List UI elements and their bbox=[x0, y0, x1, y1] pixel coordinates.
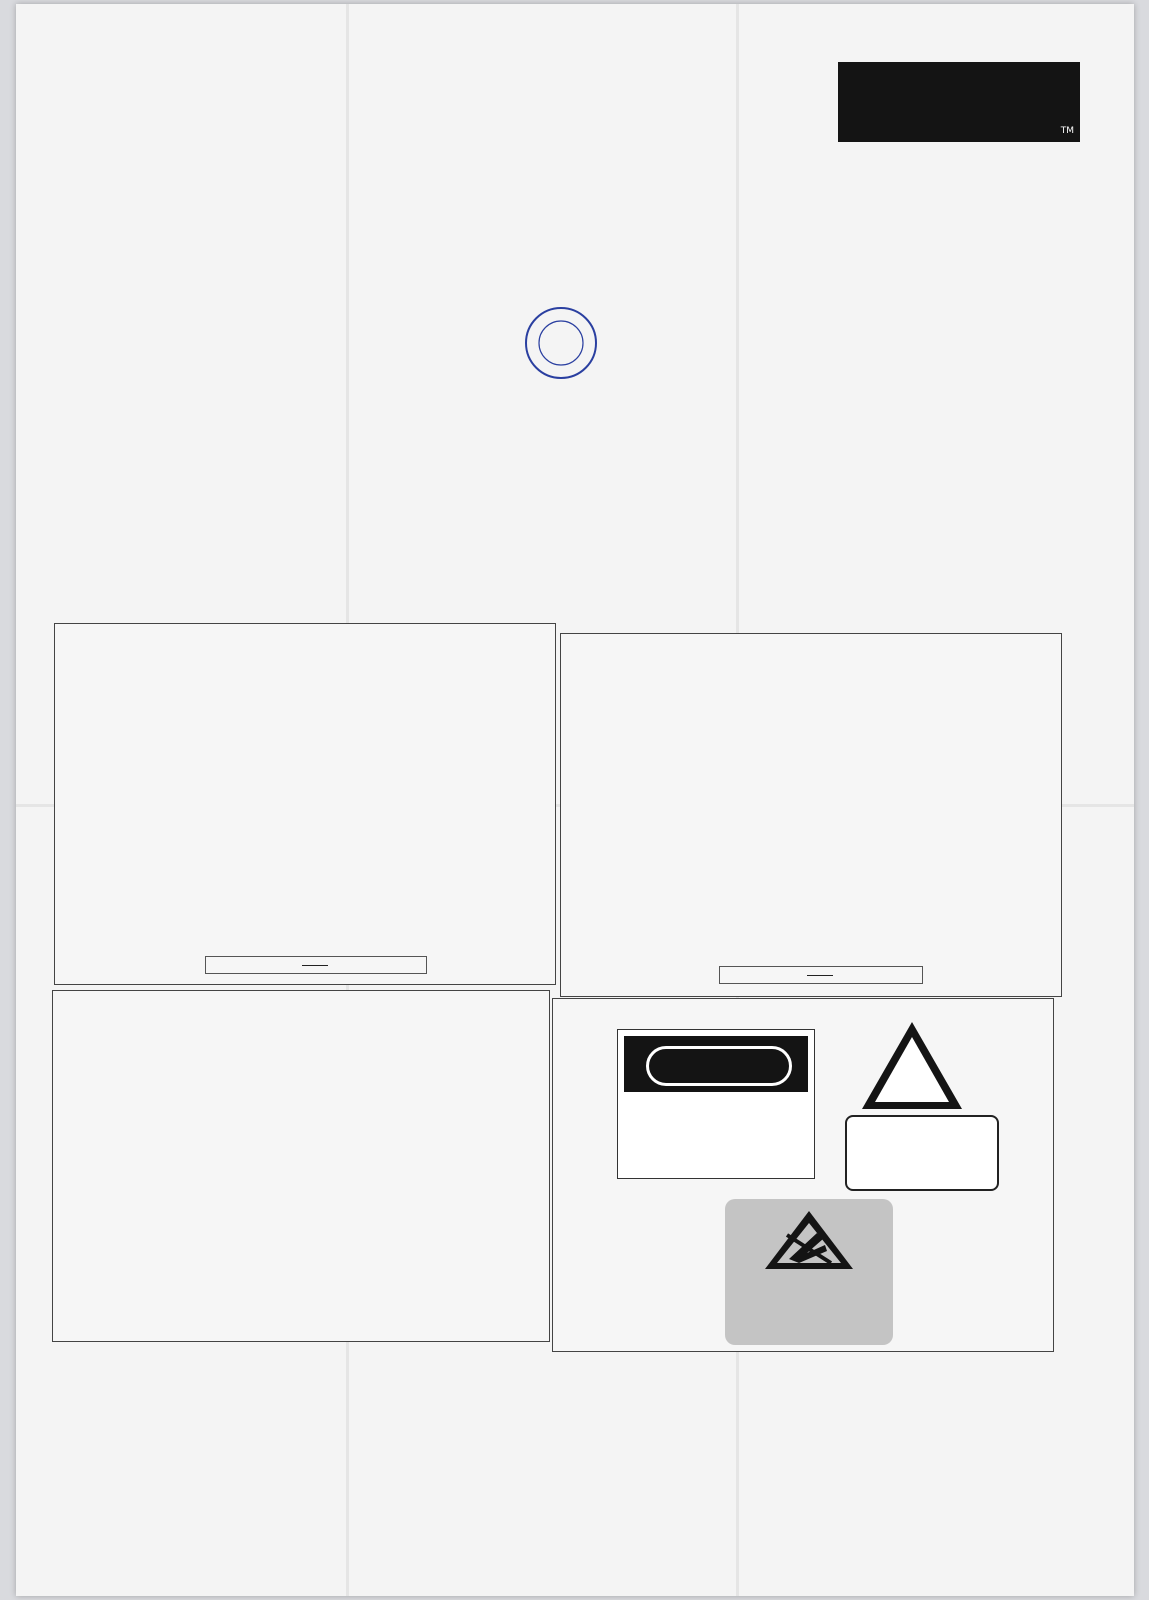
quality-stamp bbox=[524, 306, 598, 380]
output-power-chart bbox=[561, 634, 1061, 996]
laser-warning-triangle-icon bbox=[859, 1019, 965, 1113]
laser-starburst-icon bbox=[626, 1116, 678, 1162]
barcode-serial bbox=[528, 172, 688, 206]
danger-label bbox=[617, 1029, 815, 1179]
optical-spectrum-panel bbox=[52, 990, 550, 1342]
oclaro-logo: TM bbox=[838, 62, 1080, 142]
laser-voltage-panel bbox=[54, 623, 556, 985]
optical-spectrum-chart bbox=[53, 991, 549, 1341]
danger-title bbox=[646, 1046, 792, 1086]
danger-header bbox=[624, 1036, 808, 1092]
barcode-product bbox=[514, 94, 704, 128]
output-power-panel bbox=[560, 633, 1062, 997]
esd-hand-icon bbox=[763, 1209, 855, 1271]
esd-label bbox=[725, 1199, 893, 1345]
laser-voltage-chart bbox=[55, 624, 555, 984]
warning-labels-panel bbox=[552, 998, 1054, 1352]
chart-legend bbox=[719, 966, 923, 984]
laser-warning-label bbox=[845, 1115, 999, 1191]
chart-legend bbox=[205, 956, 427, 974]
